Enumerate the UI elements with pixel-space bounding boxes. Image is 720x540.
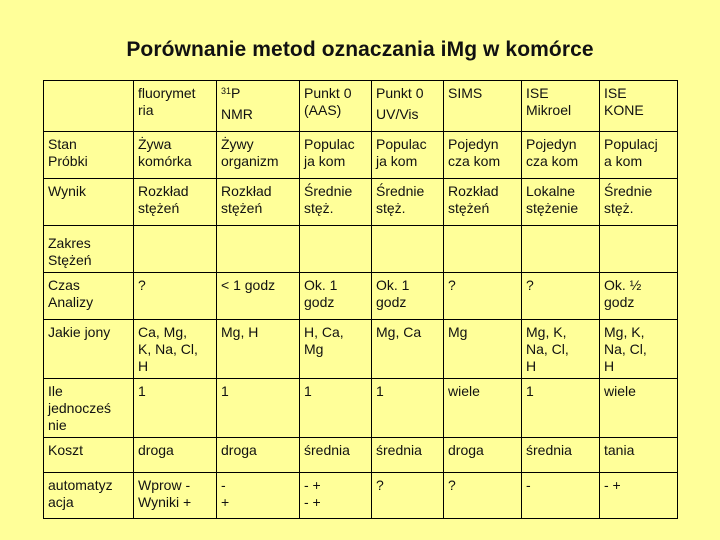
row-label-automatyzacja: automatyz acja xyxy=(44,473,134,519)
table-cell: - xyxy=(522,473,600,519)
row-label-koszt: Koszt xyxy=(44,438,134,473)
table-cell: 1 xyxy=(522,379,600,438)
table-cell: Średnie stęż. xyxy=(372,179,444,226)
header-punkt0-label: Punkt 0 xyxy=(376,85,424,101)
table-row-jakie-jony xyxy=(44,320,678,379)
table-cell: wiele xyxy=(600,379,678,438)
row-label-zakres-stezen: Zakres Stężeń xyxy=(44,226,134,273)
table-cell: Rozkład stężeń xyxy=(217,179,300,226)
header-nmr-label: NMR xyxy=(221,106,253,122)
table-cell: wiele xyxy=(444,379,522,438)
table-header-row xyxy=(44,81,678,132)
table-cell: 1 xyxy=(217,379,300,438)
table-cell: Populac ja kom xyxy=(300,132,372,179)
table-cell: droga xyxy=(444,438,522,473)
table-cell: ? xyxy=(444,273,522,320)
table-cell: Żywa komórka xyxy=(134,132,217,179)
table-cell: Mg, Ca xyxy=(372,320,444,379)
row-label-czas-analizy: Czas Analizy xyxy=(44,273,134,320)
table-cell: 1 xyxy=(372,379,444,438)
row-label-stan-probki: Stan Próbki xyxy=(44,132,134,179)
table-cell: Średnie stęż. xyxy=(300,179,372,226)
table-cell: Mg, K, Na, Cl, H xyxy=(600,320,678,379)
isotope-symbol: P xyxy=(231,85,241,101)
table-cell xyxy=(217,226,300,273)
table-cell xyxy=(444,226,522,273)
table-cell: Populac ja kom xyxy=(372,132,444,179)
table-cell: Lokalne stężenie xyxy=(522,179,600,226)
row-label-jakie-jony: Jakie jony xyxy=(44,320,134,379)
table-row-stan-probki xyxy=(44,132,678,179)
table-cell xyxy=(134,226,217,273)
table-cell: - + xyxy=(600,473,678,519)
table-cell xyxy=(372,226,444,273)
table-cell: Rozkład stężeń xyxy=(134,179,217,226)
table-cell: Pojedyn cza kom xyxy=(444,132,522,179)
header-cell-empty xyxy=(44,81,134,132)
table-cell: Ok. 1 godz xyxy=(300,273,372,320)
table-cell xyxy=(300,226,372,273)
table-cell: Mg, H xyxy=(217,320,300,379)
table-cell: Pojedyn cza kom xyxy=(522,132,600,179)
table-cell: średnia xyxy=(300,438,372,473)
table-cell xyxy=(600,226,678,273)
table-cell: ? xyxy=(134,273,217,320)
header-cell-31p-nmr xyxy=(217,81,300,132)
table-cell: H, Ca, Mg xyxy=(300,320,372,379)
table-cell: Wprow - Wyniki + xyxy=(134,473,217,519)
row-label-wynik: Wynik xyxy=(44,179,134,226)
table-cell: 1 xyxy=(300,379,372,438)
table-cell: < 1 godz xyxy=(217,273,300,320)
row-label-ile-jednoczesnie: Ile jednocześ nie xyxy=(44,379,134,438)
table-cell: ? xyxy=(522,273,600,320)
table-row-czas-analizy xyxy=(44,273,678,320)
table-cell: średnia xyxy=(372,438,444,473)
table-cell: średnia xyxy=(522,438,600,473)
table-cell: Ok. 1 godz xyxy=(372,273,444,320)
table-cell: Rozkład stężeń xyxy=(444,179,522,226)
table-cell: Średnie stęż. xyxy=(600,179,678,226)
table-row-koszt xyxy=(44,438,678,473)
table-cell: ? xyxy=(372,473,444,519)
header-cell-sims: SIMS xyxy=(444,81,522,132)
header-cell-ise-mikroel: ISE Mikroel xyxy=(522,81,600,132)
isotope-superscript: 31 xyxy=(221,86,232,96)
table-cell: 1 xyxy=(134,379,217,438)
table-cell: Mg, K, Na, Cl, H xyxy=(522,320,600,379)
table-cell: - + - + xyxy=(300,473,372,519)
table-cell: Mg xyxy=(444,320,522,379)
table-cell: droga xyxy=(134,438,217,473)
table-cell: Żywy organizm xyxy=(217,132,300,179)
comparison-table xyxy=(43,80,678,519)
table-cell xyxy=(522,226,600,273)
table-cell: ? xyxy=(444,473,522,519)
table-cell: Populacj a kom xyxy=(600,132,678,179)
table-cell: - + xyxy=(217,473,300,519)
table-row-ile-jednoczesnie xyxy=(44,379,678,438)
table-cell: Ca, Mg, K, Na, Cl, H xyxy=(134,320,217,379)
header-cell-punkt0-aas: Punkt 0 (AAS) xyxy=(300,81,372,132)
table-row-automatyzacja xyxy=(44,473,678,519)
header-uvvis-label: UV/Vis xyxy=(376,106,419,122)
header-cell-punkt0-uvvis xyxy=(372,81,444,132)
header-cell-fluorymetria: fluorymet ria xyxy=(134,81,217,132)
table-cell: droga xyxy=(217,438,300,473)
header-cell-ise-kone: ISE KONE xyxy=(600,81,678,132)
table-cell: tania xyxy=(600,438,678,473)
table-row-zakres-stezen xyxy=(44,226,678,273)
table-row-wynik xyxy=(44,179,678,226)
page-title: Porównanie metod oznaczania iMg w komórce xyxy=(126,38,594,61)
table-cell: Ok. ½ godz xyxy=(600,273,678,320)
